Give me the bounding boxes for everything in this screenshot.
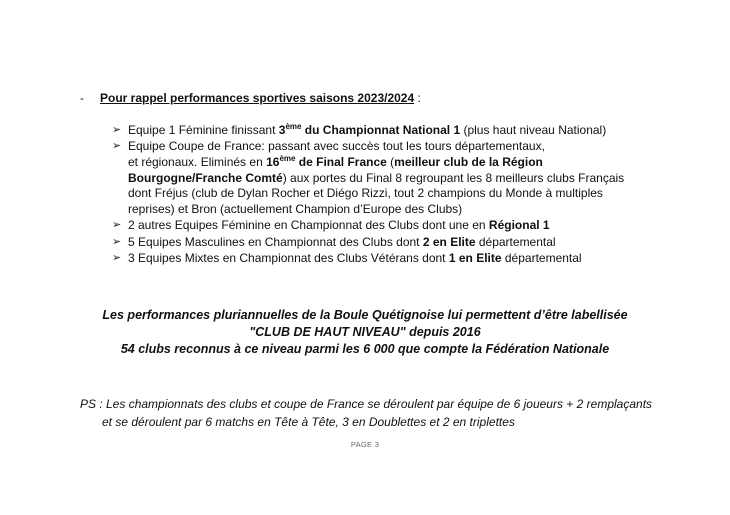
performance-list [112,123,632,267]
list-item: ➢ Equipe Coupe de France: passant avec succès tout les tours départementaux, et régionaux. Eliminés en 16ème de Final France (meilleur club de la Région Bourgogne/Franche Comté) aux portes du Final 8 regroupant les 8 meilleurs clubs Français dont Fréjus (club de Dylan Rocher et Diégo Rizzi, tout 2 champions du Monde à multiples reprises) et Bron (actuellement Champion d’Europe des Clubs) [112,139,625,216]
arrow-bullet-icon: ➢ [112,140,122,153]
closing-line-1: Les performances pluriannuelles de la Boule Quétignoise lui permettent d’être labellisée [102,308,628,322]
ps-note [80,396,680,431]
list-item: ➢ 3 Equipes Mixtes en Championnat des Clubs Vétérans dont 1 en Elite départemental [112,250,582,265]
arrow-bullet-icon: ➢ [112,235,122,248]
heading-colon: : [414,91,421,105]
closing-line-3: 54 clubs reconnus à ce niveau parmi les 6 000 que compte la Fédération Nationale [120,342,610,356]
closing-line-2: "CLUB DE HAUT NIVEAU" depuis 2016 [249,325,481,339]
arrow-bullet-icon: ➢ [112,219,122,232]
section-heading [80,91,421,105]
heading-title: Pour rappel performances sportives saisons 2023/2024 [100,91,415,105]
list-item: ➢ Equipe 1 Féminine finissant 3ème du Championnat National 1 (plus haut niveau National) [112,122,607,137]
arrow-bullet-icon: ➢ [112,251,122,264]
label-statement [60,307,670,358]
heading-dash: - [80,91,84,105]
arrow-bullet-icon: ➢ [112,124,122,136]
page-number: PAGE 3 [350,440,380,449]
ps-line-2: et se déroulent par 6 matchs en Tête à Tête, 3 en Doublettes et 2 en triplettes [102,414,515,429]
list-item: ➢ 5 Equipes Masculines en Championnat des Clubs dont 2 en Elite départemental [112,234,556,249]
ps-line-1: PS : Les championnats des clubs et coupe de France se déroulent par équipe de 6 joueurs + 2 remplaçants [80,397,653,411]
list-item: ➢ 2 autres Equipes Féminine en Championnat des Clubs dont une en Régional 1 [112,218,550,233]
